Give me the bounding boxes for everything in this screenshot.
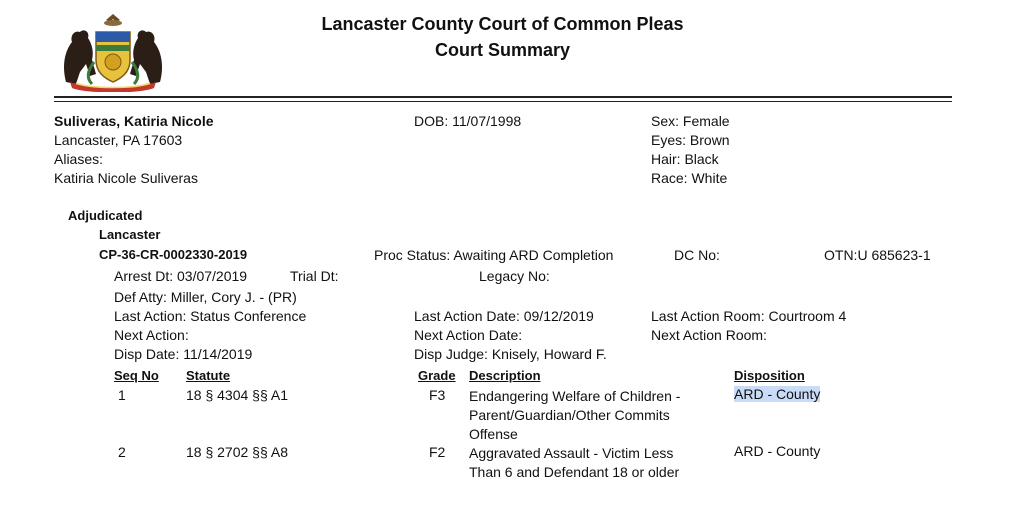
last-action-room: Last Action Room: Courtroom 4 (651, 308, 847, 324)
charge-description-line: Aggravated Assault - Victim Less (469, 445, 674, 461)
aliases-label: Aliases: (54, 151, 104, 167)
charge-statute: 18 § 4304 §§ A1 (186, 387, 288, 403)
charge-grade: F3 (429, 387, 446, 403)
proc-status: Proc Status: Awaiting ARD Completion (374, 247, 614, 263)
trial-date: Trial Dt: (290, 268, 339, 284)
col-header-description: Description (469, 368, 541, 383)
hair: Hair: Black (651, 151, 719, 167)
defense-attorney: Def Atty: Miller, Cory J. - (PR) (114, 289, 297, 305)
next-action-room: Next Action Room: (651, 327, 767, 343)
next-action-date: Next Action Date: (414, 327, 523, 343)
arrest-date: Arrest Dt: 03/07/2019 (114, 268, 248, 284)
report-subtitle: Court Summary (434, 40, 571, 60)
charge-description-line: Parent/Guardian/Other Commits (469, 407, 670, 423)
charge-grade: F2 (429, 444, 446, 460)
charge-description-line: Endangering Welfare of Children - (469, 388, 681, 404)
eyes: Eyes: Brown (651, 132, 730, 148)
charge-description-line: Offense (469, 426, 518, 442)
defendant-address: Lancaster, PA 17603 (54, 132, 183, 148)
header-divider-thick (54, 96, 952, 98)
col-header-grade: Grade (418, 368, 456, 383)
next-action: Next Action: (114, 327, 189, 343)
charge-disposition: ARD - County (734, 386, 821, 402)
col-header-statute: Statute (186, 368, 231, 383)
dc-number: DC No: (674, 247, 720, 263)
race: Race: White (651, 170, 728, 186)
charge-disposition: ARD - County (734, 443, 821, 459)
charge-seq: 1 (118, 387, 126, 403)
docket-number: CP-36-CR-0002330-2019 (99, 247, 248, 262)
header-divider-thin (54, 101, 952, 102)
col-header-disposition: Disposition (734, 368, 805, 383)
defendant-name: Suliveras, Katiria Nicole (54, 113, 214, 129)
alias-name: Katiria Nicole Suliveras (54, 170, 198, 186)
court-title: Lancaster County Court of Common Pleas (321, 14, 684, 34)
legacy-number: Legacy No: (479, 268, 550, 284)
charge-description-line: Than 6 and Defendant 18 or older (469, 464, 680, 480)
county-heading: Lancaster (99, 227, 161, 242)
charge-statute: 18 § 2702 §§ A8 (186, 444, 288, 460)
disposition-date: Disp Date: 11/14/2019 (114, 346, 253, 362)
disposition-judge: Disp Judge: Knisely, Howard F. (414, 346, 607, 362)
dob: DOB: 11/07/1998 (414, 113, 522, 129)
charge-disposition-selected[interactable] (734, 386, 820, 403)
charge-seq: 2 (118, 444, 126, 460)
col-header-seq: Seq No (114, 368, 159, 383)
section-heading: Adjudicated (68, 208, 143, 223)
sex: Sex: Female (651, 113, 730, 129)
last-action: Last Action: Status Conference (114, 308, 307, 324)
otn-number: OTN:U 685623-1 (824, 247, 931, 263)
last-action-date: Last Action Date: 09/12/2019 (414, 308, 594, 324)
